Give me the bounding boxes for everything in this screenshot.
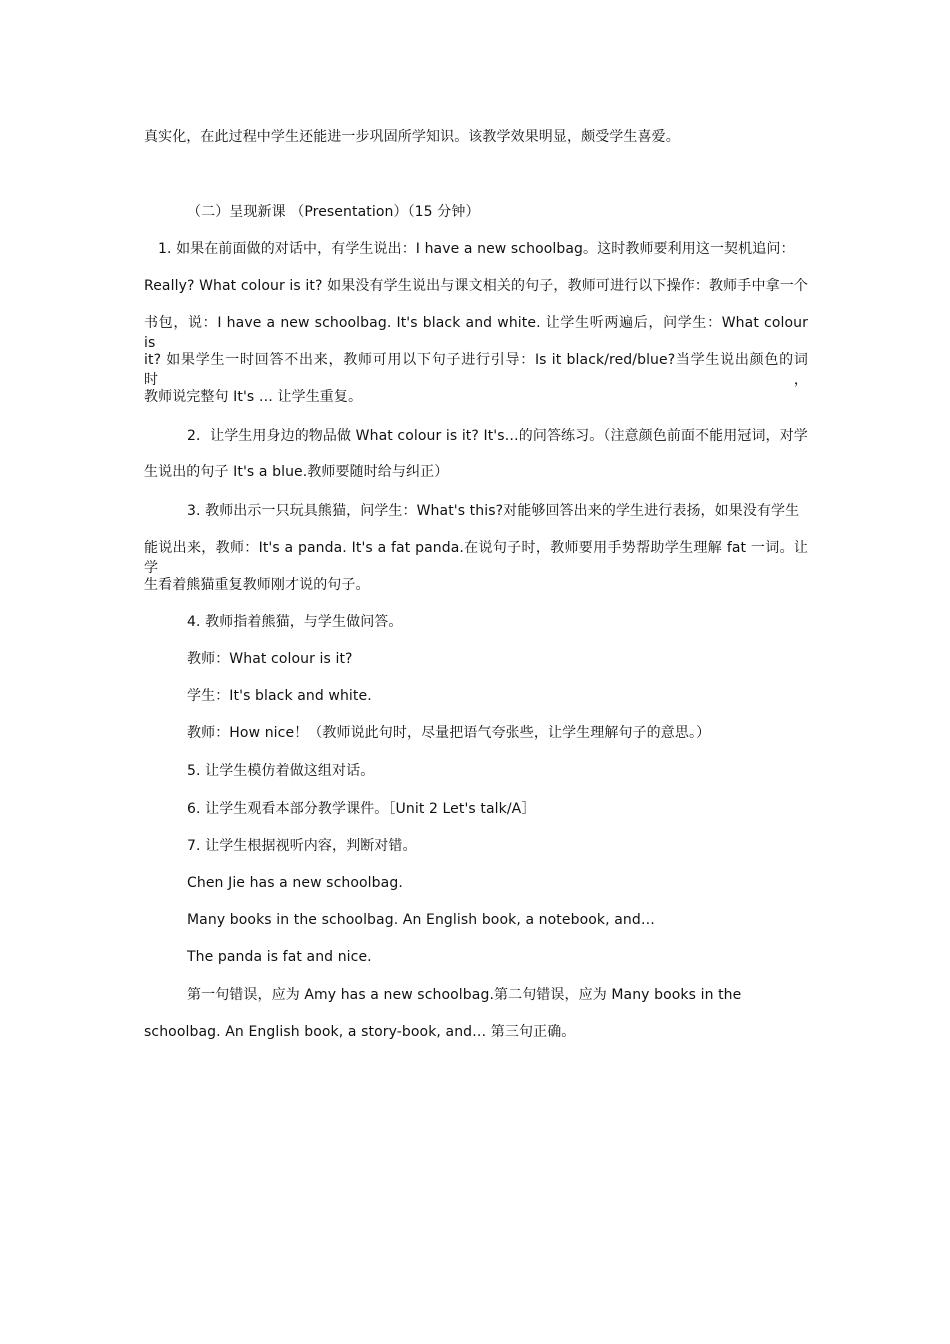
item-3-line-2: 能说出来，教师：It's a panda. It's a fat panda.在说句子时，教师要用手势帮助学生理解 fat 一词。让学 bbox=[144, 540, 808, 576]
dialogue-student-answer: 学生：It's black and white. bbox=[187, 688, 372, 704]
section-heading: （二）呈现新课 （Presentation）（15 分钟） bbox=[187, 204, 480, 220]
statement-1: Chen Jie has a new schoolbag. bbox=[187, 875, 403, 891]
item-1-line-4: it? 如果学生一时回答不出来，教师可用以下句子进行引导：Is it black/red/blue?当学生说出颜色的词时， bbox=[144, 352, 808, 388]
dialogue-teacher-comment: 教师：How nice！（教师说此句时，尽量把语气夸张些，让学生理解句子的意思。） bbox=[187, 725, 711, 741]
statement-2: Many books in the schoolbag. An English book, a notebook, and… bbox=[187, 912, 655, 928]
answer-line-1: 第一句错误，应为 Amy has a new schoolbag.第二句错误，应为 Many books in the bbox=[187, 987, 742, 1003]
item-6: 6. 让学生观看本部分教学课件。［Unit 2 Let's talk/A］ bbox=[187, 801, 536, 817]
item-2-line-2: 生说出的句子 It's a blue.教师要随时给与纠正） bbox=[144, 464, 449, 480]
item-1-line-1: 1. 如果在前面做的对话中，有学生说出：I have a new schoolbag。这时教师要利用这一契机追问： bbox=[158, 241, 795, 257]
item-1-line-5: 教师说完整句 It's … 让学生重复。 bbox=[144, 389, 363, 405]
item-2-line-1: 2．让学生用身边的物品做 What colour is it? It's…的问答练习。（注意颜色前面不能用冠词，对学 bbox=[187, 428, 808, 444]
intro-tail-paragraph: 真实化，在此过程中学生还能进一步巩固所学知识。该教学效果明显，颇受学生喜爱。 bbox=[144, 129, 680, 145]
statement-3: The panda is fat and nice. bbox=[187, 949, 372, 965]
item-1-line-2: Really? What colour is it? 如果没有学生说出与课文相关的句子，教师可进行以下操作：教师手中拿一个 bbox=[144, 278, 808, 294]
dialogue-teacher-question: 教师：What colour is it? bbox=[187, 651, 353, 667]
item-3-line-1: 3. 教师出示一只玩具熊猫，问学生：What's this?对能够回答出来的学生进行表扬，如果没有学生 bbox=[187, 503, 800, 519]
item-3-line-3: 生看着熊猫重复教师刚才说的句子。 bbox=[144, 577, 370, 593]
item-7: 7. 让学生根据视听内容，判断对错。 bbox=[187, 838, 417, 854]
item-4-line-1: 4. 教师指着熊猫，与学生做问答。 bbox=[187, 614, 403, 630]
item-5: 5. 让学生模仿着做这组对话。 bbox=[187, 763, 375, 779]
item-1-line-3: 书包，说：I have a new schoolbag. It's black and white. 让学生听两遍后，问学生：What colour is bbox=[144, 315, 808, 351]
answer-line-2: schoolbag. An English book, a story-book, and… 第三句正确。 bbox=[144, 1024, 576, 1040]
